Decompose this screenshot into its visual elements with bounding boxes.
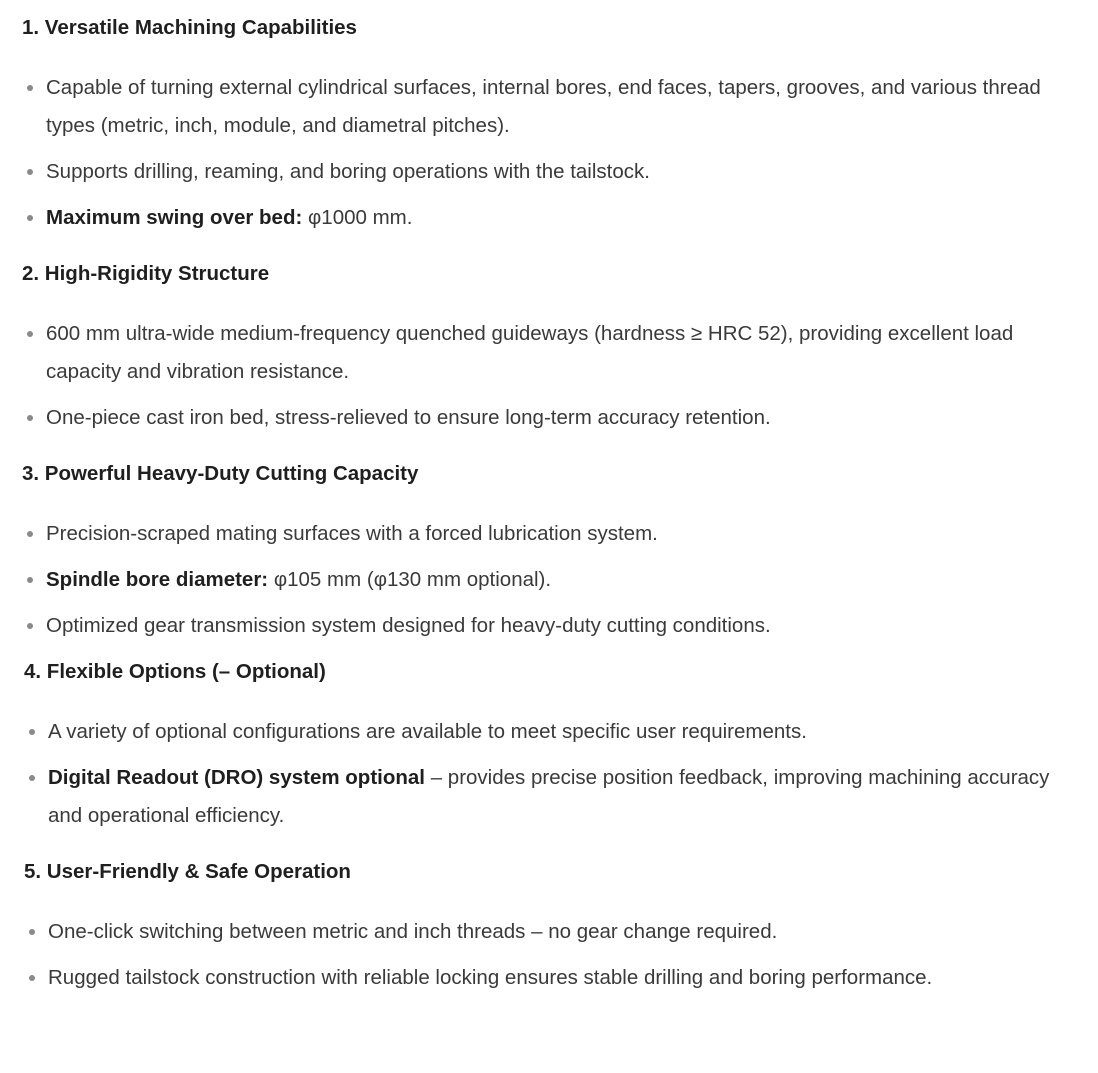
list-item [22, 607, 1060, 645]
section-heavy-duty-cutting [22, 459, 1060, 645]
section-title: 4. Flexible Options (– Optional) [24, 660, 326, 683]
bullet-text: 600 mm ultra-wide medium-frequency quenched guideways (hardness ≥ HRC 52), providing excellent load capacity and vibration resistance. [46, 322, 1014, 383]
bullet-text: – provides precise position feedback, improving machining accuracy and operational efficiency. [48, 766, 1050, 827]
bullet-text: Optimized gear transmission system designed for heavy-duty cutting conditions. [46, 614, 771, 637]
section-title: 1. Versatile Machining Capabilities [22, 16, 357, 39]
section-title: 2. High-Rigidity Structure [22, 262, 270, 285]
bullet-list [24, 913, 1060, 997]
list-item [22, 399, 1060, 437]
bullet-text: One-click switching between metric and inch threads – no gear change required. [48, 920, 778, 943]
bullet-text: Capable of turning external cylindrical surfaces, internal bores, end faces, tapers, grooves, and various thread types (metric, inch, module, and diametral pitches). [46, 76, 1041, 137]
bullet-text: Supports drilling, reaming, and boring operations with the tailstock. [46, 160, 650, 183]
bullet-text: φ1000 mm. [302, 206, 413, 229]
bullet-lead: Digital Readout (DRO) system optional [48, 766, 425, 789]
section-flexible-options [22, 657, 1060, 835]
list-item [22, 153, 1060, 191]
list-item [22, 69, 1060, 145]
list-item [22, 561, 1060, 599]
section-high-rigidity [22, 259, 1060, 437]
bullet-list [22, 69, 1060, 237]
section-title: 5. User-Friendly & Safe Operation [24, 860, 351, 883]
bullet-list [22, 315, 1060, 437]
bullet-lead: Spindle bore diameter: [46, 568, 269, 591]
section-title: 3. Powerful Heavy-Duty Cutting Capacity [22, 462, 419, 485]
bullet-text: Rugged tailstock construction with reliable locking ensures stable drilling and boring performance. [48, 966, 933, 989]
bullet-text: A variety of optional configurations are available to meet specific user requirements. [48, 720, 807, 743]
list-item [24, 913, 1060, 951]
bullet-lead: Maximum swing over bed: [46, 206, 303, 229]
bullet-list [22, 515, 1060, 645]
bullet-text: φ105 mm (φ130 mm optional). [268, 568, 552, 591]
list-item [24, 759, 1060, 835]
bullet-text: One-piece cast iron bed, stress-relieved to ensure long-term accuracy retention. [46, 406, 771, 429]
section-user-friendly-safe [22, 857, 1060, 997]
bullet-text: Precision-scraped mating surfaces with a forced lubrication system. [46, 522, 658, 545]
bullet-list [24, 713, 1060, 835]
section-versatile-machining [22, 13, 1060, 237]
list-item [24, 713, 1060, 751]
list-item [22, 515, 1060, 553]
list-item [22, 199, 1060, 237]
list-item [22, 315, 1060, 391]
list-item [24, 959, 1060, 997]
